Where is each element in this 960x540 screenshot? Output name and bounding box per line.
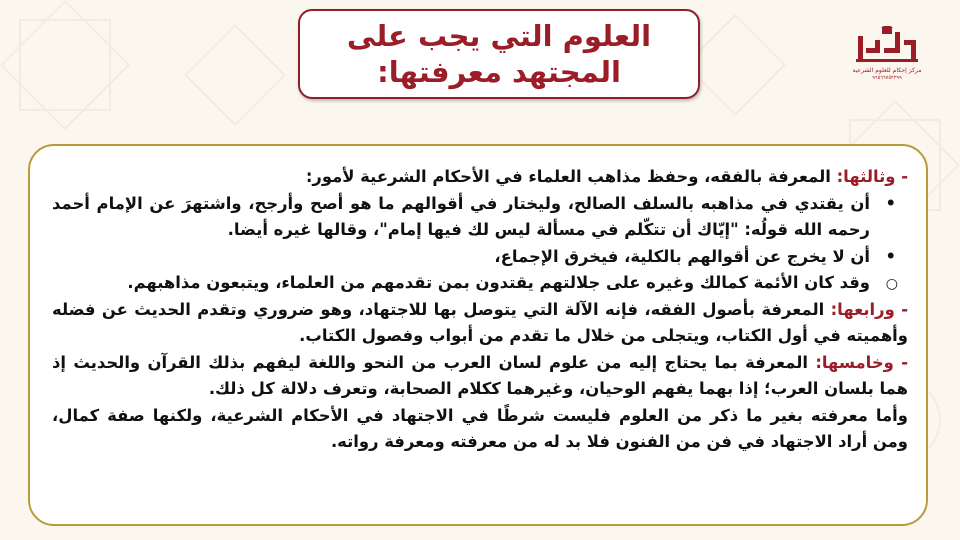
point-fourth-text: المعرفة بأصول الفقه، فإنه الآلة التي يتوصل بها للاجتهاد، وهو ضروري وتقدم الحديث عن فضله وأهميته في أول الكتاب، ويتجلى من خلال ما تقدم من أبواب وفصول الكتاب. [52, 299, 908, 345]
logo-mark [852, 26, 922, 66]
point-fifth [52, 350, 908, 403]
title-line-2: المجتهد معرفتها: [377, 55, 621, 89]
title-box [298, 9, 700, 99]
bullet-list [52, 191, 908, 297]
closing-paragraph: وأما معرفته بغير ما ذكر من العلوم فليست شرطًا في الاجتهاد في الأحكام الشرعية، ولكنها صفة كمال، ومن أراد الاجتهاد في فن من الفنون فلا بد له من معرفته ومعرفة رواته. [52, 405, 908, 451]
content-box [28, 144, 928, 526]
bullet-item-1: • أن يقتدي في مذاهبه بالسلف الصالح، وليختار في أقوالهم ما هو أصح وأرجح، واشتهرَ عن الإمام أحمد رحمه الله قولُه: "إيّاك أن تتكّلم في مسألة ليس لك فيها إمام"، وقالها غيره أيضا. [52, 191, 870, 244]
point-third [52, 164, 908, 191]
point-third-lead: - وثالثها: [836, 167, 908, 186]
logo [848, 26, 926, 96]
title-line-1: العلوم التي يجب على [346, 19, 652, 53]
bullet-item-2: • أن لا يخرج عن أقوالهم بالكلية، فيخرق الإجماع، [52, 244, 870, 271]
point-fifth-text: المعرفة بما يحتاج إليه من علوم لسان العرب من النحو واللغة ليفهم بذلك القرآن والحديث إذ هما بلسان العرب؛ إذا بهما يفهم الوحيان، وغيرهما ككلام الصحابة، وتعرف دلالة كل ذلك. [52, 352, 908, 398]
logo-phone: ٩٦٥٦٦٧٥٢٢٩٩ [872, 75, 902, 81]
point-third-text: المعرفة بالفقه، وحفظ مذاهب العلماء في الأحكام الشرعية لأمور: [305, 167, 837, 186]
point-fourth [52, 297, 908, 350]
point-fifth-lead: - وخامسها: [815, 352, 908, 372]
sub-bullet-item: ○ وقد كان الأئمة كمالك وغيره على جلالتهم يقتدون بمن تقدمهم من العلماء، ويتبعون مذاهبهم. [52, 270, 870, 297]
point-fourth-lead: - ورابعها: [830, 299, 909, 319]
logo-subtitle: مركز إحكام للعلوم الشرعية [852, 67, 922, 74]
